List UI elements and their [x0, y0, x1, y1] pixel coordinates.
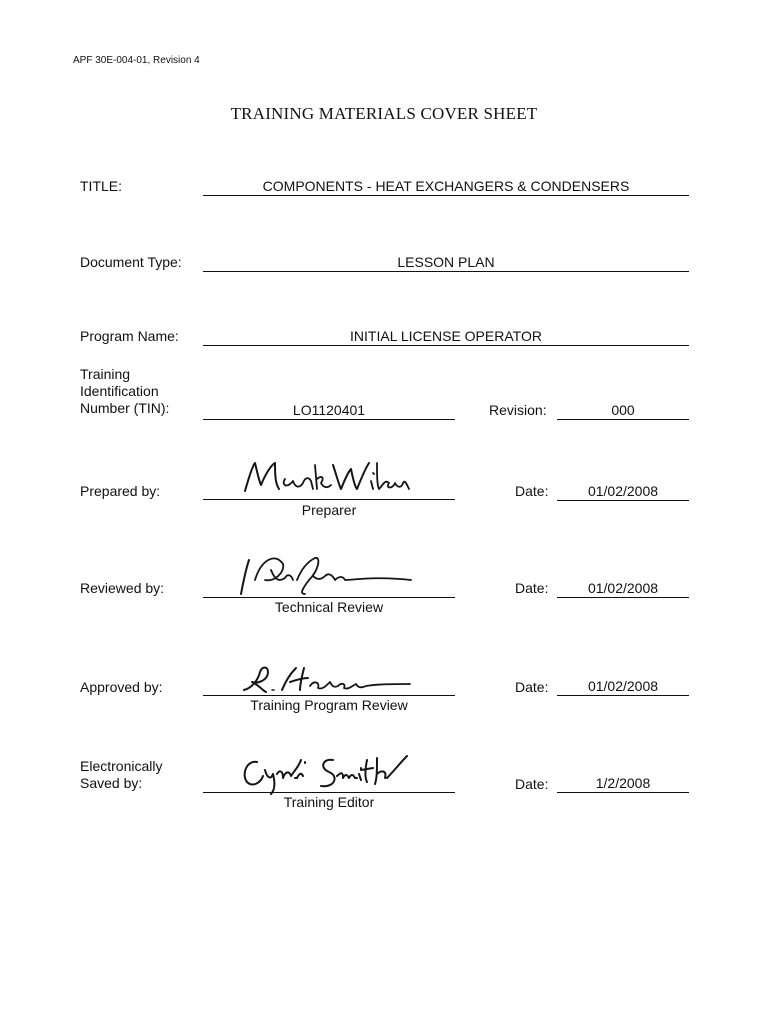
revision-label: Revision: [489, 402, 547, 418]
saved-date-label: Date: [515, 776, 549, 792]
program-name-field: INITIAL LICENSE OPERATOR [203, 327, 689, 346]
revision-field: 000 [557, 401, 689, 420]
reviewed-date-label: Date: [515, 580, 549, 596]
reviewed-by-label: Reviewed by: [80, 580, 165, 596]
program-reviewer-signature [238, 660, 418, 700]
technical-review-caption: Technical Review [274, 599, 384, 615]
training-editor-caption: Training Editor [283, 794, 375, 810]
approved-by-label: Approved by: [80, 679, 163, 695]
prepared-date-field: 01/02/2008 [557, 482, 689, 501]
preparer-signature [235, 455, 415, 503]
technical-reviewer-signature [235, 550, 425, 602]
document-type-field: LESSON PLAN [203, 253, 689, 272]
approved-date-field: 01/02/2008 [557, 677, 689, 696]
training-program-review-caption: Training Program Review [250, 697, 408, 713]
preparer-caption: Preparer [301, 502, 357, 518]
editor-signature [237, 748, 427, 798]
program-name-label: Program Name: [80, 328, 179, 344]
form-reference: APF 30E-004-01, Revision 4 [73, 55, 200, 66]
title-field: COMPONENTS - HEAT EXCHANGERS & CONDENSERS [203, 177, 689, 196]
tin-label: Training Identification Number (TIN): [80, 366, 170, 416]
reviewed-date-field: 01/02/2008 [557, 579, 689, 598]
saved-date-field: 1/2/2008 [557, 774, 689, 793]
prepared-date-label: Date: [515, 483, 549, 499]
prepared-by-label: Prepared by: [80, 483, 161, 499]
document-type-label: Document Type: [80, 254, 182, 270]
document-title: TRAINING MATERIALS COVER SHEET [230, 104, 538, 123]
approved-date-label: Date: [515, 679, 549, 695]
saved-by-label: Electronically Saved by: [80, 758, 163, 791]
tin-field: LO1120401 [203, 401, 455, 420]
title-label: TITLE: [80, 178, 123, 194]
